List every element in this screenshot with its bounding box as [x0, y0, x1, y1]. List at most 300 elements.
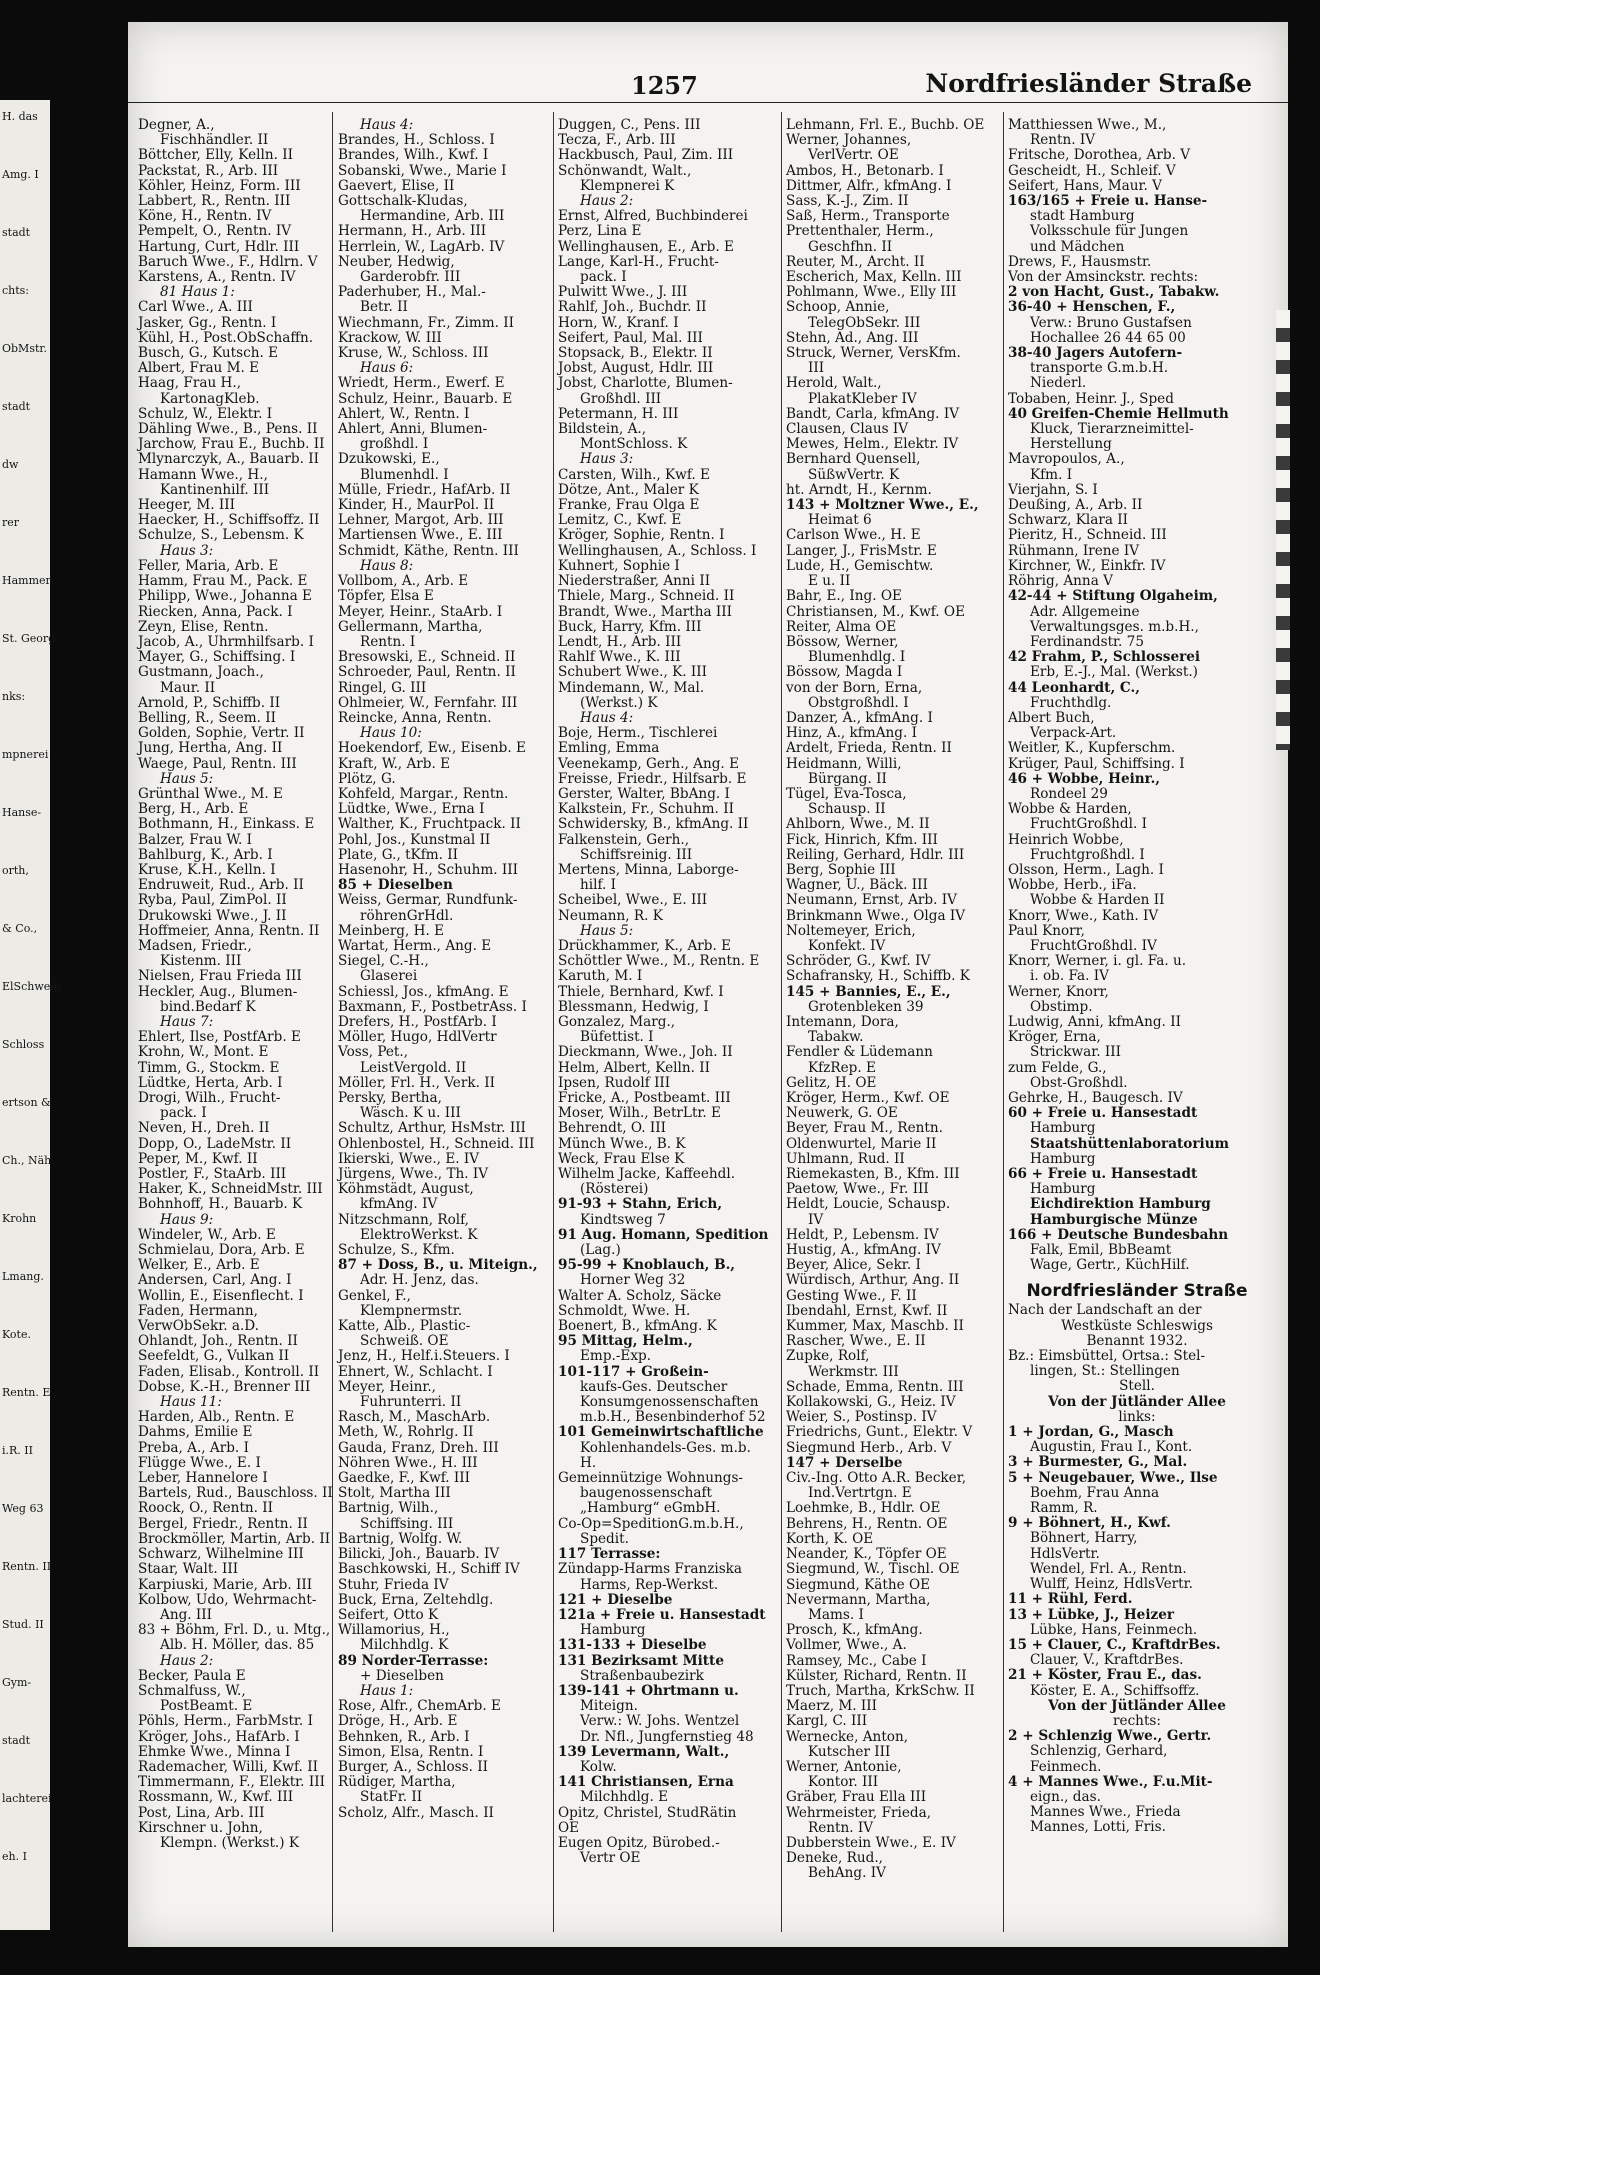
directory-entry: Obstgroßhdl. I: [808, 694, 909, 711]
directory-entry: Haus 2:: [160, 1652, 214, 1669]
directory-column-5: [1008, 118, 1266, 1928]
directory-entry: Wernecke, Anton,: [786, 1728, 909, 1745]
directory-entry: Würdisch, Arthur, Ang. II: [786, 1272, 960, 1289]
directory-entry: Schweiß. OE: [360, 1333, 449, 1350]
facing-page-fragment: stadt: [2, 400, 31, 413]
directory-entry: Blumenhdl. I: [360, 466, 449, 483]
directory-entry: III: [808, 360, 825, 377]
directory-entry: Ramm, R.: [1030, 1500, 1098, 1517]
directory-entry: Fruchthdlg.: [1030, 694, 1112, 711]
directory-entry: Plötz, G.: [338, 770, 396, 787]
directory-entry: Ahlert, W., Rentn. I: [338, 405, 470, 422]
directory-entry: Rahlf, Joh., Buchdr. II: [558, 299, 707, 316]
directory-entry: Rentn. I: [360, 633, 416, 650]
facing-page-fragment: Lmang.: [2, 1270, 44, 1283]
directory-entry: Thiele, Bernhard, Kwf. I: [558, 983, 724, 1000]
directory-entry: Dieckmann, Wwe., Joh. II: [558, 1044, 733, 1061]
directory-entry: Glaserei: [360, 968, 418, 985]
directory-entry: Ind.Vertrtgn. E: [808, 1485, 912, 1502]
directory-entry: Petermann, H. III: [558, 405, 679, 422]
directory-entry: Haus 7:: [160, 1013, 214, 1030]
directory-entry: Riecken, Anna, Pack. I: [138, 603, 293, 620]
header-rule: [128, 102, 1288, 103]
directory-entry: Emling, Emma: [558, 740, 660, 757]
directory-entry: Berg, Sophie III: [786, 861, 896, 878]
directory-entry: Schiffsing. III: [360, 1515, 454, 1532]
directory-entry: Burger, A., Schloss. II: [338, 1758, 488, 1775]
directory-entry: Helm, Albert, Kelln. II: [558, 1059, 710, 1076]
directory-entry: Nordfriesländer Straße: [1026, 1281, 1248, 1302]
directory-entry: Kinder, H., MaurPol. II: [338, 497, 495, 514]
directory-entry: Straßenbaubezirk: [580, 1667, 704, 1684]
directory-entry: Kruse, K.H., Kelln. I: [138, 861, 276, 878]
directory-entry: Post, Lina, Arb. III: [138, 1804, 265, 1821]
directory-entry: Schmalfuss, W.,: [138, 1682, 246, 1699]
directory-entry: TelegObSekr. III: [808, 314, 921, 331]
directory-entry: Kindtsweg 7: [580, 1211, 666, 1228]
directory-entry: Spedit.: [580, 1530, 629, 1547]
directory-entry: Dr. Nfl., Jungfernstieg 48: [580, 1728, 754, 1745]
directory-entry: pack. I: [160, 1105, 207, 1122]
directory-entry: Gellermann, Martha,: [338, 618, 483, 635]
directory-entry: Külster, Richard, Rentn. II: [786, 1667, 967, 1684]
directory-entry: Hustig, A., kfmAng. IV: [786, 1242, 941, 1259]
directory-entry: Rose, Alfr., ChemArb. E: [338, 1698, 501, 1715]
directory-entry: Großhdl. III: [580, 390, 662, 407]
facing-page-fragment: stadt: [2, 226, 31, 239]
directory-entry: Wellinghausen, E., Arb. E: [558, 238, 734, 255]
directory-entry: Haus 8:: [360, 557, 414, 574]
directory-entry: Vertr OE: [580, 1850, 641, 1867]
directory-entry: 46 + Wobbe, Heinr.,: [1008, 770, 1161, 787]
directory-entry: Moser, Wilh., BetrLtr. E: [558, 1105, 721, 1122]
facing-page-fragment: ElSchweiß: [2, 980, 62, 993]
directory-entry: Schulze, S., Lebensm. K: [138, 527, 304, 544]
directory-entry: Gonzalez, Marg.,: [558, 1013, 676, 1030]
directory-entry: PlakatKleber IV: [808, 390, 917, 407]
directory-entry: Ryba, Paul, ZimPol. II: [138, 892, 287, 909]
directory-entry: Kontor. III: [808, 1774, 879, 1791]
directory-entry: Neander, K., Töpfer OE: [786, 1546, 947, 1563]
directory-entry: Behrendt, O. III: [558, 1120, 666, 1137]
directory-entry: Meinberg, H. E: [338, 922, 445, 939]
directory-entry: Oldenwurtel, Marie II: [786, 1135, 937, 1152]
directory-entry: ElektroWerkst. K: [360, 1226, 478, 1243]
directory-entry: Niederstraßer, Anni II: [558, 573, 711, 590]
directory-entry: Hoekendorf, Ew., Eisenb. E: [338, 740, 526, 757]
directory-entry: Schöttler Wwe., M., Rentn. E: [558, 953, 760, 970]
directory-entry: MontSchloss. K: [580, 436, 688, 453]
directory-entry: Obstimp.: [1030, 998, 1093, 1015]
directory-entry: großhdl. I: [360, 436, 429, 453]
directory-entry: Bernhard Quensell,: [786, 451, 921, 468]
directory-entry: Heidmann, Willi,: [786, 755, 902, 772]
directory-entry: Schafransky, H., Schiffb. K: [786, 968, 970, 985]
directory-entry: 101 Gemeinwirtschaftliche: [558, 1424, 764, 1441]
directory-entry: Brandt, Wwe., Martha III: [558, 603, 733, 620]
directory-entry: Reincke, Anna, Rentn.: [338, 709, 492, 726]
directory-entry: Ramsey, Mc., Cabe I: [786, 1652, 927, 1669]
facing-page-fragment: eh. I: [2, 1850, 27, 1863]
directory-entry: Bartnig, Wolfg. W.: [338, 1530, 463, 1547]
directory-entry: Endruweit, Rud., Arb. II: [138, 877, 304, 894]
directory-entry: Labbert, R., Rentn. III: [138, 193, 291, 210]
directory-entry: Intemann, Dora,: [786, 1013, 899, 1030]
directory-entry: Ferdinandstr. 75: [1030, 633, 1144, 650]
directory-entry: IV: [808, 1211, 824, 1228]
directory-entry: Werkmstr. III: [808, 1363, 899, 1380]
facing-page-fragment: Ch., Näh: [2, 1154, 52, 1167]
directory-entry: Stell.: [1119, 1378, 1155, 1395]
directory-entry: Neuwerk, G. OE: [786, 1105, 898, 1122]
directory-entry: Ehlert, Ilse, PostfArb. E: [138, 1029, 301, 1046]
directory-entry: Wiechmann, Fr., Zimm. II: [338, 314, 514, 331]
directory-entry: Reiter, Alma OE: [786, 618, 897, 635]
directory-entry: Herold, Walt.,: [786, 375, 882, 392]
directory-entry: Escherich, Max, Kelln. III: [786, 269, 962, 286]
directory-entry: Degner, A.,: [138, 117, 215, 133]
directory-entry: Opitz, Christel, StudRätin: [558, 1804, 737, 1821]
directory-entry: Rentn. IV: [1030, 132, 1096, 149]
directory-entry: Drukowski Wwe., J. II: [138, 907, 287, 924]
directory-entry: Sass, K.-J., Zim. II: [786, 193, 909, 210]
directory-entry: FruchtGroßhdl. I: [1030, 816, 1147, 833]
directory-entry: Siegel, C.-H.,: [338, 953, 429, 970]
facing-page-fragment: St. Georg: [2, 632, 56, 645]
facing-page-fragment: H. das: [2, 110, 38, 123]
directory-entry: Köhler, Heinz, Form. III: [138, 177, 301, 194]
directory-entry: 139-141 + Ohrtmann u.: [558, 1682, 739, 1699]
directory-entry: Faden, Elisab., Kontroll. II: [138, 1363, 320, 1380]
facing-page-fragment: Kote.: [2, 1328, 31, 1341]
directory-entry: Haus 9:: [160, 1211, 214, 1228]
directory-entry: Fricke, A., Postbeamt. III: [558, 1090, 731, 1106]
directory-entry: Ahlert, Anni, Blumen-: [338, 421, 488, 438]
directory-entry: Wulff, Heinz, HdlsVertr.: [1030, 1576, 1193, 1593]
directory-entry: Carsten, Wilh., Kwf. E: [558, 466, 710, 483]
directory-entry: Voss, Pet.,: [338, 1044, 409, 1061]
column-divider: [781, 112, 782, 1932]
directory-entry: Struck, Werner, VersKfm.: [786, 345, 961, 362]
directory-entry: Dittmer, Alfr., kfmAng. I: [786, 177, 952, 194]
directory-entry: Bandt, Carla, kfmAng. IV: [786, 405, 960, 422]
directory-entry: Dzukowski, E.,: [338, 451, 440, 468]
directory-entry: Haus 1:: [360, 1682, 414, 1699]
directory-entry: LeistVergold. II: [360, 1059, 467, 1076]
directory-entry: Fruchtgroßhdl. I: [1030, 846, 1145, 863]
directory-entry: Weiss, Germar, Rundfunk-: [338, 892, 518, 909]
directory-entry: Lehner, Margot, Arb. III: [338, 512, 504, 529]
directory-entry: Hamann Wwe., H.,: [138, 466, 268, 483]
directory-entry: Bahlburg, K., Arb. I: [138, 846, 273, 863]
directory-entry: Nach der Landschaft an der: [1008, 1302, 1202, 1319]
directory-entry: Mannes, Lotti, Fris.: [1030, 1819, 1166, 1836]
directory-entry: Möller, Frl. H., Verk. II: [338, 1074, 495, 1091]
directory-entry: H.: [580, 1454, 597, 1471]
directory-entry: Mülle, Friedr., HafArb. II: [338, 481, 511, 498]
directory-entry: 91 Aug. Homann, Spedition: [558, 1226, 769, 1243]
directory-entry: Hamm, Frau M., Pack. E: [138, 573, 308, 590]
directory-entry: Heldt, P., Lebensm. IV: [786, 1226, 939, 1243]
directory-entry: Roock, O., Rentn. II: [138, 1500, 274, 1517]
directory-entry: Kluck, Tierarzneimittel-: [1030, 421, 1194, 438]
directory-entry: Reuter, M., Archt. II: [786, 253, 925, 270]
directory-entry: Pohlmann, Wwe., Elly III: [786, 284, 957, 301]
directory-entry: Hartung, Curt, Hdlr. III: [138, 238, 300, 255]
directory-entry: Genkel, F.,: [338, 1287, 411, 1304]
directory-entry: Baxmann, F., PostbetrAss. I: [338, 998, 527, 1015]
directory-entry: Heckler, Aug., Blumen-: [138, 983, 298, 1000]
directory-entry: Boehm, Frau Anna: [1030, 1484, 1160, 1501]
directory-entry: Albert, Frau M. E: [138, 360, 260, 377]
directory-entry: Bresowski, E., Schneid. II: [338, 649, 516, 666]
facing-page-fragment: chts:: [2, 284, 30, 297]
directory-entry: 66 + Freie u. Hansestadt: [1008, 1166, 1198, 1183]
directory-entry: Blumenhdlg. I: [808, 649, 906, 666]
directory-entry: Drogi, Wilh., Frucht-: [138, 1090, 281, 1106]
directory-entry: Strickwar. III: [1030, 1044, 1121, 1061]
facing-page-fragment: orth,: [2, 864, 29, 877]
directory-entry: Ohlandt, Joh., Rentn. II: [138, 1333, 298, 1350]
directory-column-2: [338, 118, 548, 1928]
directory-entry: Pieritz, H., Schneid. III: [1008, 527, 1167, 544]
directory-entry: Adr. Allgemeine: [1030, 603, 1140, 620]
directory-entry: Friedrichs, Gunt., Elektr. V: [786, 1424, 973, 1441]
directory-entry: Karuth, M. I: [558, 968, 643, 985]
directory-entry: Rondeel 29: [1030, 785, 1108, 802]
directory-entry: Mertens, Minna, Laborge-: [558, 861, 739, 878]
directory-entry: Kfm. I: [1030, 466, 1073, 483]
directory-entry: Ang. III: [160, 1606, 213, 1623]
directory-entry: Gelitz, H. OE: [786, 1074, 877, 1091]
directory-entry: Langer, J., FrisMstr. E: [786, 542, 937, 559]
facing-page-fragment: ertson &: [2, 1096, 51, 1109]
directory-entry: Rahlf Wwe., K. III: [558, 649, 681, 666]
directory-entry: Paderhuber, H., Mal.-: [338, 284, 486, 301]
directory-entry: Mayer, G., Schiffsing. I: [138, 649, 296, 666]
directory-entry: Böhnert, Harry,: [1030, 1530, 1138, 1547]
directory-entry: Prosch, K., kfmAng.: [786, 1622, 923, 1639]
directory-entry: Niederl.: [1030, 375, 1087, 392]
directory-entry: 5 + Neugebauer, Wwe., Ilse: [1008, 1469, 1218, 1486]
directory-entry: 60 + Freie u. Hansestadt: [1008, 1105, 1198, 1122]
directory-entry: Tügel, Eva-Tosca,: [786, 785, 907, 802]
directory-entry: Albert Buch,: [1008, 709, 1095, 726]
directory-entry: 36-40 + Henschen, F.,: [1008, 299, 1176, 316]
directory-entry: Haus 5:: [160, 770, 214, 787]
directory-entry: Gescheidt, H., Schleif. V: [1008, 162, 1176, 179]
directory-entry: Kühl, H., Post.ObSchaffn.: [138, 329, 314, 346]
directory-entry: stadt Hamburg: [1030, 208, 1135, 225]
directory-entry: Stehn, Ad., Ang. III: [786, 329, 919, 346]
directory-entry: Perz, Lina E: [558, 223, 642, 240]
directory-entry: 13 + Lübke, J., Heizer: [1008, 1606, 1175, 1623]
directory-entry: Schiffsreinig. III: [580, 846, 693, 863]
directory-entry: Lüdtke, Herta, Arb. I: [138, 1074, 283, 1091]
directory-entry: Mlynarczyk, A., Bauarb. II: [138, 451, 319, 468]
directory-entry: Prettenthaler, Herm.,: [786, 223, 934, 240]
directory-entry: hilf. I: [580, 877, 617, 894]
directory-entry: Haus 3:: [580, 451, 634, 468]
directory-entry: Fendler & Lüdemann: [786, 1044, 933, 1061]
directory-entry: Haus 2:: [580, 193, 634, 210]
directory-entry: Tabakw.: [808, 1029, 864, 1046]
directory-entry: Jenz, H., Helf.i.Steuers. I: [338, 1348, 510, 1365]
directory-entry: Drefers, H., PostfArb. I: [338, 1013, 497, 1030]
directory-entry: 121 + Dieselbe: [558, 1591, 673, 1608]
directory-entry: kaufs-Ges. Deutscher: [580, 1378, 728, 1395]
directory-entry: Seifert, Hans, Maur. V: [1008, 177, 1162, 194]
facing-page-fragment: Rentn. II: [2, 1560, 52, 1573]
directory-entry: Gustmann, Joach.,: [138, 664, 264, 681]
directory-entry: Franke, Frau Olga E: [558, 497, 700, 514]
directory-entry: Flügge Wwe., E. I: [138, 1454, 261, 1471]
directory-entry: Kohfeld, Margar., Rentn.: [338, 785, 509, 802]
directory-entry: HdlsVertr.: [1030, 1545, 1100, 1562]
directory-entry: Benannt 1932.: [1086, 1332, 1188, 1349]
directory-entry: Rademacher, Willi, Kwf. II: [138, 1758, 318, 1775]
directory-entry: Katte, Alb., Plastic-: [338, 1318, 471, 1335]
directory-entry: Haus 10:: [360, 725, 422, 742]
directory-entry: Milchhdlg. E: [580, 1789, 669, 1806]
directory-entry: Stuhr, Frieda IV: [338, 1576, 449, 1593]
directory-entry: Kolbow, Udo, Wehrmacht-: [138, 1591, 317, 1608]
directory-entry: Klempn. (Werkst.) K: [160, 1834, 300, 1851]
directory-entry: Fick, Hinrich, Kfm. III: [786, 831, 938, 848]
directory-entry: Klempnermstr.: [360, 1302, 463, 1319]
directory-entry: 42 Frahm, P., Schlosserei: [1008, 649, 1201, 666]
directory-entry: Wilhelm Jacke, Kaffeehdl.: [558, 1166, 736, 1183]
directory-entry: 1 + Jordan, G., Masch: [1008, 1424, 1174, 1441]
directory-entry: 44 Leonhardt, C.,: [1008, 679, 1140, 696]
directory-entry: und Mädchen: [1030, 238, 1125, 255]
facing-page-fragment: nks:: [2, 690, 26, 703]
directory-entry: Siegmund Herb., Arb. V: [786, 1439, 952, 1456]
directory-entry: Jung, Hertha, Ang. II: [138, 740, 283, 757]
directory-entry: Schwarz, Wilhelmine III: [138, 1546, 304, 1563]
directory-entry: Kirchner, W., Einkfr. IV: [1008, 557, 1166, 574]
directory-entry: Betr. II: [360, 299, 408, 316]
directory-entry: 9 + Böhnert, H., Kwf.: [1008, 1515, 1171, 1532]
directory-entry: Korth, K. OE: [786, 1530, 874, 1547]
directory-entry: Karstens, A., Rentn. IV: [138, 269, 296, 286]
directory-entry: Karpiuski, Marie, Arb. III: [138, 1576, 313, 1593]
directory-entry: Martiensen Wwe., E. III: [338, 527, 503, 544]
directory-entry: Olsson, Herm., Lagh. I: [1008, 861, 1164, 878]
directory-entry: Mewes, Helm., Elektr. IV: [786, 436, 959, 453]
directory-entry: Haus 3:: [160, 542, 214, 559]
page-edge-tabs: [1276, 310, 1290, 750]
directory-entry: Weitler, K., Kupferschm.: [1008, 740, 1176, 757]
directory-entry: Belling, R., Seem. II: [138, 709, 277, 726]
directory-entry: i. ob. Fa. IV: [1030, 968, 1109, 985]
directory-entry: Kantinenhilf. III: [160, 481, 270, 498]
directory-entry: „Hamburg“ eGmbH.: [580, 1500, 721, 1517]
directory-entry: Haus 6:: [360, 360, 414, 377]
directory-entry: Hamburg: [1030, 1150, 1096, 1167]
directory-entry: Dähling Wwe., B., Pens. II: [138, 421, 318, 438]
directory-entry: Veenekamp, Gerh., Ang. E: [558, 755, 739, 772]
facing-page-fragment: Gym-: [2, 1676, 32, 1689]
directory-entry: Schönwandt, Walt.,: [558, 162, 692, 179]
directory-entry: Ringel, G. III: [338, 679, 427, 696]
directory-entry: Knorr, Werner, i. gl. Fa. u.: [1008, 953, 1187, 970]
directory-entry: Alb. H. Möller, das. 85: [160, 1637, 315, 1654]
directory-entry: Schwarz, Klara II: [1008, 512, 1128, 529]
directory-entry: Vierjahn, S. I: [1008, 481, 1098, 498]
directory-entry: Haus 4:: [360, 117, 414, 133]
directory-entry: Weier, S., Postinsp. IV: [786, 1409, 937, 1426]
directory-entry: Kröger, Johs., HafArb. I: [138, 1728, 300, 1745]
directory-entry: Drückhammer, K., Arb. E: [558, 937, 732, 954]
directory-entry: Herrlein, W., LagArb. IV: [338, 238, 505, 255]
directory-entry: Civ.-Ing. Otto A.R. Becker,: [786, 1470, 967, 1487]
directory-entry: Erb, E.-J., Mal. (Werkst.): [1030, 664, 1198, 681]
facing-page-fragment: rer: [2, 516, 20, 529]
directory-entry: Falkenstein, Gerh.,: [558, 831, 690, 848]
directory-entry: Wellinghausen, A., Schloss. I: [558, 542, 757, 559]
directory-entry: Madsen, Friedr.,: [138, 937, 252, 954]
directory-entry: Co-Op=SpeditionG.m.b.H.,: [558, 1515, 744, 1532]
directory-entry: Feinmech.: [1030, 1758, 1102, 1775]
directory-entry: ht. Arndt, H., Kernm.: [786, 481, 932, 498]
directory-entry: Preba, A., Arb. I: [138, 1439, 249, 1456]
directory-entry: Duggen, C., Pens. III: [558, 117, 701, 133]
directory-entry: 145 + Bannies, E., E.,: [786, 983, 951, 1000]
facing-page-fragment: Amg. I: [2, 168, 39, 181]
directory-entry: Loehmke, B., Hdlr. OE: [786, 1500, 941, 1517]
directory-entry: (Lag.): [580, 1242, 621, 1259]
directory-entry: Buck, Harry, Kfm. III: [558, 618, 702, 635]
directory-entry: Fuhrunterri. II: [360, 1394, 462, 1411]
directory-entry: Werner, Antonie,: [786, 1758, 902, 1775]
directory-entry: Augustin, Frau I., Kont.: [1030, 1439, 1193, 1456]
directory-entry: 117 Terrasse:: [558, 1546, 661, 1563]
page-header: [128, 55, 1288, 100]
directory-entry: Schoop, Annie,: [786, 299, 890, 316]
directory-entry: Plate, G., tKfm. II: [338, 846, 459, 863]
directory-entry: Simon, Elsa, Rentn. I: [338, 1743, 484, 1760]
facing-page-fragment: Weg 63: [2, 1502, 44, 1515]
directory-entry: Konsumgenossenschaften: [580, 1394, 759, 1411]
directory-entry: Haus 4:: [580, 709, 634, 726]
directory-entry: Maur. II: [160, 679, 216, 696]
directory-entry: Ambos, H., Betonarb. I: [786, 162, 944, 179]
directory-entry: Bergel, Friedr., Rentn. II: [138, 1515, 308, 1532]
directory-entry: Seifert, Paul, Mal. III: [558, 329, 703, 346]
directory-entry: Freisse, Friedr., Hilfsarb. E: [558, 770, 747, 787]
directory-entry: Hasenohr, H., Schuhm. III: [338, 861, 518, 878]
directory-entry: Schausp. II: [808, 801, 886, 818]
directory-entry: Clauer, V., KraftdrBes.: [1030, 1652, 1184, 1669]
directory-entry: Von der Amsinckstr. rechts:: [1008, 269, 1199, 286]
directory-entry: Christiansen, M., Kwf. OE: [786, 603, 965, 620]
directory-entry: Gerster, Walter, BbAng. I: [558, 785, 730, 802]
directory-entry: 40 Greifen-Chemie Hellmuth: [1008, 405, 1229, 422]
directory-entry: Lüdtke, Wwe., Erna I: [338, 801, 485, 818]
directory-entry: Gräber, Frau Ella III: [786, 1789, 927, 1806]
facing-page-fragment: lachterei: [2, 1792, 52, 1805]
directory-entry: Zündapp-Harms Franziska: [558, 1561, 743, 1578]
directory-entry: (Werkst.) K: [580, 694, 658, 711]
directory-entry: rechts:: [1113, 1712, 1161, 1729]
directory-entry: Vollmer, Wwe., A.: [786, 1637, 907, 1654]
directory-entry: von der Born, Erna,: [786, 679, 923, 696]
directory-entry: Vollbom, A., Arb. E: [338, 573, 469, 590]
directory-entry: VerwObSekr. a.D.: [138, 1318, 259, 1335]
directory-entry: 141 Christiansen, Erna: [558, 1774, 734, 1791]
directory-entry: Timmermann, F., Elektr. III: [138, 1774, 325, 1791]
